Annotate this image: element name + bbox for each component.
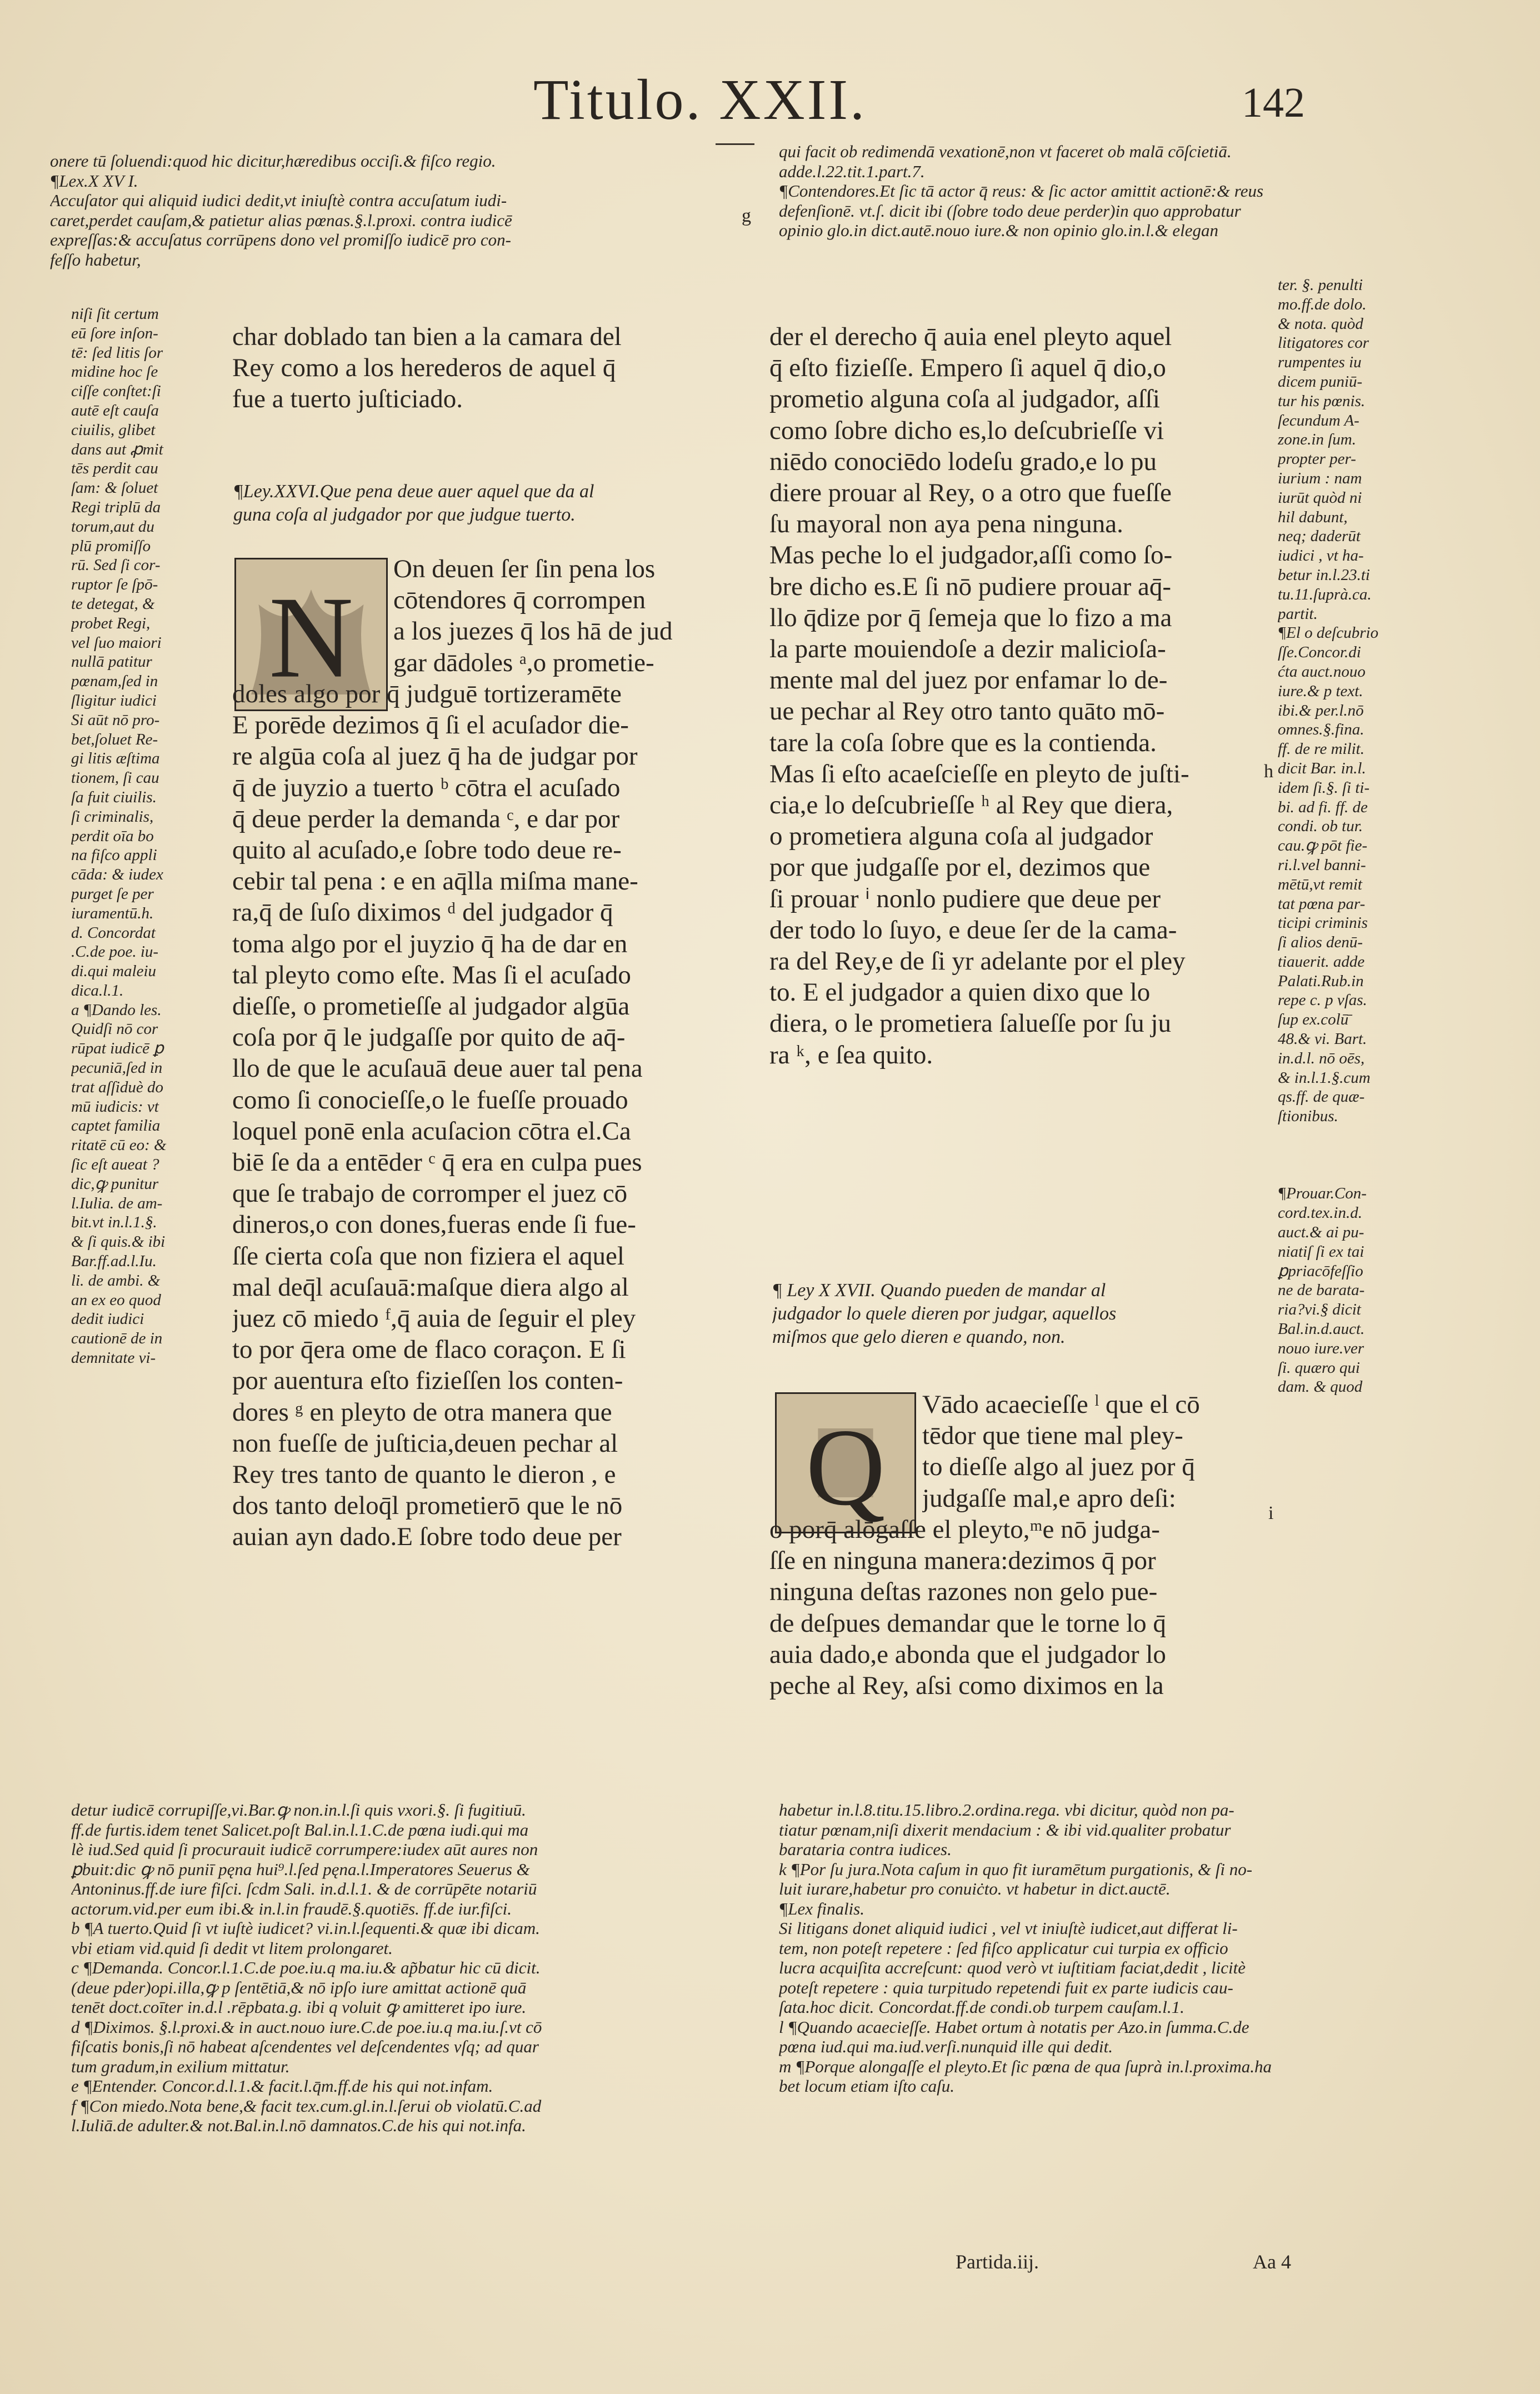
margin-line: & in.l.1.§.cum bbox=[1278, 1068, 1371, 1087]
margin-line: dam. & quod bbox=[1278, 1378, 1363, 1396]
margin-line bbox=[1278, 1165, 1439, 1184]
margin-line: autē eſt cauſa bbox=[71, 401, 159, 419]
text-line: tal pleyto como eſte. Mas ſi el acuſado bbox=[232, 960, 631, 989]
running-title: Titulo. XXII. bbox=[533, 68, 867, 132]
margin-line: dic,ꝙ punitur bbox=[71, 1174, 159, 1193]
heading-line: ¶ Ley X XVII. Quando pueden de mandar al bbox=[772, 1280, 1106, 1301]
right-margin-gloss bbox=[1278, 276, 1439, 1397]
gloss-line: ¶Lex finalis. bbox=[779, 1898, 864, 1918]
column-1-body bbox=[232, 678, 743, 1553]
text-line: ra ᵏ, e ſea quito. bbox=[769, 1040, 933, 1069]
margin-line: Bal.in.d.auct. bbox=[1278, 1320, 1365, 1338]
text-line: Rey como a los herederos de aquel q̄ bbox=[232, 353, 616, 383]
margin-line: di.qui maleiu bbox=[71, 962, 157, 981]
margin-line: condi. ob tur. bbox=[1278, 817, 1363, 836]
margin-line: niſi ſit certum bbox=[71, 305, 159, 323]
margin-line: cord.tex.in.d. bbox=[1278, 1204, 1362, 1222]
margin-line: ſup ex.colū̄ bbox=[1278, 1011, 1349, 1029]
gloss-line: detur iudicē corrupiſſe,vi.Bar.ꝙ non.in.l.ſi quis vxori.§. ſi fugitiuū. bbox=[71, 1800, 526, 1820]
text-line: tēdor que tiene mal pley- bbox=[922, 1421, 1183, 1451]
drop-cap-q bbox=[775, 1392, 916, 1533]
text-line: ra del Rey,e de ſi yr adelante por el pley bbox=[769, 947, 1186, 976]
text-line: prometio alguna coſa al judgador, aſſi bbox=[769, 384, 1160, 414]
text-line: niēdo conociēdo lodeſu grado,e lo pu bbox=[769, 447, 1157, 476]
margin-line: Quidſi nō cor bbox=[71, 1020, 158, 1038]
margin-line: tur his pœnis. bbox=[1278, 392, 1366, 410]
margin-line: litigatores cor bbox=[1278, 334, 1369, 352]
margin-line: ter. §. penulti bbox=[1278, 276, 1363, 294]
margin-line: probet Regi, bbox=[71, 614, 151, 632]
text-line: tare la coſa ſobre que es la contienda. bbox=[769, 728, 1157, 757]
text-line: o porq̄ alōgaſſe el pleyto,ᵐe nō judga- bbox=[769, 1515, 1160, 1544]
gloss-line: lè iud.Sed quid ſi procurauit iudicē corrumpere:iudex aūt aures non bbox=[71, 1840, 538, 1859]
margin-line: omnes.§.fina. bbox=[1278, 721, 1364, 739]
gloss-line: e ¶Entender. Concor.d.l.1.& facit.l.q̄m.ff.de his qui not.infam. bbox=[71, 2076, 493, 2096]
margin-line: ſecundum A- bbox=[1278, 411, 1359, 429]
text-line: dos tanto deloq̄l prometierō que le nō bbox=[232, 1491, 623, 1521]
gloss-line: onere tū ſoluendi:quod hic dicitur,hæredibus occiſi.& fiſco regio. bbox=[50, 151, 496, 171]
text-line: ninguna deſtas razones non gelo pue- bbox=[769, 1577, 1158, 1607]
text-line: diere prouar al Rey, o a otro que fueſſe bbox=[769, 478, 1172, 508]
margin-line: .C.de poe. iu- bbox=[71, 943, 159, 961]
margin-line: dicem puniū- bbox=[1278, 372, 1363, 391]
text-line: Vādo acaecieſſe ˡ que el cō bbox=[922, 1390, 1200, 1419]
text-line: dores ᵍ en pleyto de otra manera que bbox=[232, 1397, 612, 1427]
margin-line: midine hoc ſe bbox=[71, 363, 158, 381]
gloss-line: ſata.hoc dicit. Concordat.ff.de condi.ob turpem cauſam.l.1. bbox=[779, 1997, 1184, 2017]
bottom-left-gloss bbox=[71, 1800, 766, 2136]
margin-line: niatiſ ſi ex tai bbox=[1278, 1242, 1364, 1261]
text-line: to por q̄era ome de flaco coraçon. E ſi bbox=[232, 1335, 626, 1365]
margin-line: ritatē cū eo: & bbox=[71, 1136, 167, 1154]
margin-line: trat aſſiduè do bbox=[71, 1078, 163, 1096]
text-line: ſi prouar ⁱ nonlo pudiere que deue per bbox=[769, 884, 1161, 913]
margin-line: torum,aut du bbox=[71, 517, 154, 536]
margin-line: ticipi criminis bbox=[1278, 914, 1368, 932]
gloss-line: tenēt doct.coīter in.d.l .rēpbata.g. ibi q voluit ꝙ amitteret ipo iure. bbox=[71, 1997, 527, 2017]
text-line: mal deq̄l acuſauā:maſque diera algo al bbox=[232, 1272, 629, 1302]
text-line: auian ayn dado.E ſobre todo deue per bbox=[232, 1522, 622, 1552]
text-line: quito al acuſado,e ſobre todo deue re- bbox=[232, 836, 622, 865]
text-line: Mas peche lo el judgador,aſſi como ſo- bbox=[769, 541, 1173, 570]
margin-line: neq; daderūt bbox=[1278, 527, 1361, 546]
margin-line: partit. bbox=[1278, 604, 1318, 623]
text-line: cia,e lo deſcubrieſſe ʰ al Rey que diera, bbox=[769, 791, 1173, 820]
text-line: re algūa coſa al juez q̄ ha de judgar por bbox=[232, 742, 638, 771]
margin-line: dica.l.1. bbox=[71, 981, 124, 999]
margin-line: na fiſco appli bbox=[71, 846, 157, 864]
margin-line: ciſſe conſtet:ſi bbox=[71, 382, 161, 401]
text-line: a los juezes q̄ los hā de jud bbox=[393, 617, 673, 646]
margin-line: iurūt quòd ni bbox=[1278, 488, 1362, 507]
text-line: loquel ponē enla acuſacion cōtra el.Ca bbox=[232, 1116, 631, 1146]
gloss-line: Accuſator qui aliquid iudici dedit,vt iniuſtè contra accuſatum iudi- bbox=[50, 191, 507, 210]
margin-line: purget ſe per bbox=[71, 884, 154, 903]
margin-line: li. de ambi. & bbox=[71, 1271, 161, 1290]
gloss-line: adde.l.22.tit.1.part.7. bbox=[779, 161, 925, 181]
margin-line: in.d.l. nō oēs, bbox=[1278, 1049, 1365, 1067]
text-line: E porēde dezimos q̄ ſi el acuſador die- bbox=[232, 711, 629, 740]
margin-line: iurium : nam bbox=[1278, 469, 1362, 487]
gloss-letter-h: h bbox=[1264, 761, 1273, 782]
top-left-gloss bbox=[50, 151, 744, 269]
margin-line: tu.11.ſuprà.ca. bbox=[1278, 585, 1372, 603]
gloss-line: opinio glo.in dict.autē.nouo iure.& non opinio glo.in.l.& elegan bbox=[779, 221, 1219, 240]
margin-line: zone.in ſum. bbox=[1278, 431, 1356, 449]
margin-line: tionem, ſi cau bbox=[71, 769, 159, 787]
margin-line: bet,ſoluet Re- bbox=[71, 730, 158, 748]
gloss-line: vbi etiam vid.quid ſi dedit vt litem prolongaret. bbox=[71, 1938, 393, 1958]
gloss-line: tiatur pœnam,niſi dixerit mendacium : & ibi vid.qualiter probatur bbox=[779, 1820, 1231, 1840]
column-2-body bbox=[769, 321, 1269, 1071]
margin-line: idem ſi.§. ſi ti- bbox=[1278, 778, 1370, 797]
column-2-dropcap-lines bbox=[922, 1389, 1278, 1514]
margin-line: ſic eſt aueat ? bbox=[71, 1156, 159, 1174]
margin-line: & ſi quis.& ibi bbox=[71, 1233, 166, 1251]
margin-line: Regi triplū da bbox=[71, 498, 161, 516]
gloss-line: pœna iud.qui ma.iud.verſi.nunquid ille qui dedit. bbox=[779, 2037, 1113, 2056]
text-line: coſa por q̄ le judgaſſe por quito de aq̄- bbox=[232, 1023, 626, 1052]
margin-line: an ex eo quod bbox=[71, 1291, 161, 1309]
margin-line: ciuilis, glibet bbox=[71, 421, 156, 439]
text-line: cebir tal pena : e en aq̄lla miſma mane- bbox=[232, 867, 638, 896]
margin-line: hil dabunt, bbox=[1278, 508, 1348, 526]
margin-line: ria?vi.§ dicit bbox=[1278, 1301, 1361, 1319]
gloss-line: poteſt repetere : quia turpitudo repetendi fuit ex parte iudicis cau- bbox=[779, 1977, 1233, 1997]
margin-line: Bar.ff.ad.l.Iu. bbox=[71, 1252, 157, 1271]
text-line: como ſi conocieſſe,o le fueſſe prouado bbox=[232, 1085, 628, 1114]
header-rule bbox=[716, 143, 754, 145]
margin-line: rumpentes iu bbox=[1278, 353, 1362, 372]
text-line: ra,q̄ de ſuſo diximos ᵈ del judgador q̄ bbox=[232, 898, 613, 927]
margin-line: 48.& vi. Bart. bbox=[1278, 1030, 1367, 1048]
margin-line: ꝑpriacōfeſſio bbox=[1278, 1262, 1363, 1280]
gloss-line: caret,perdet cauſam,& patietur alias pœnas.§.l.proxi. contra iudicē bbox=[50, 210, 512, 230]
margin-line: a ¶Dando les. bbox=[71, 1001, 162, 1019]
gloss-line: Antoninus.ff.de iure fiſci. ſcdm Sali. in.d.l.1. & de corrūpēte notariū bbox=[71, 1879, 537, 1898]
left-margin-gloss bbox=[71, 304, 224, 1368]
gloss-line: defenſionē. vt.ſ. dicit ibi (ſobre todo deue perder)in quo approbatur bbox=[779, 201, 1241, 221]
text-line: On deuen ſer ſin pena los bbox=[393, 554, 656, 583]
heading-line: guna coſa al judgador por que judgue tuerto. bbox=[233, 504, 576, 525]
bottom-right-gloss bbox=[779, 1800, 1496, 2096]
text-line: char doblado tan bien a la camara del bbox=[232, 322, 622, 351]
margin-line: tē: ſed litis ſor bbox=[71, 343, 163, 362]
margin-line: eū ſore inſon- bbox=[71, 324, 158, 342]
text-line: doles algo por q̄ judguē tortizeramēte bbox=[232, 679, 622, 708]
margin-line: nouo iure.ver bbox=[1278, 1339, 1364, 1357]
margin-line: demnitate vi- bbox=[71, 1349, 156, 1367]
svg-text:N: N bbox=[268, 572, 354, 702]
text-line: der el derecho q̄ auia enel pleyto aquel bbox=[769, 322, 1172, 351]
law-27-heading bbox=[772, 1279, 1272, 1349]
margin-line: ſa fuit ciuilis. bbox=[71, 788, 157, 806]
margin-line: perdit oīa bo bbox=[71, 827, 154, 845]
top-right-gloss bbox=[779, 142, 1484, 241]
margin-line: ſtionibus. bbox=[1278, 1107, 1338, 1126]
text-line: dieſſe, o prometieſſe al judgador algūa bbox=[232, 992, 630, 1021]
margin-line: ſi. quæro qui bbox=[1278, 1358, 1360, 1377]
gloss-line: expreſſas:& accuſatus corrūpens dono vel promiſſo iudicē pro con- bbox=[50, 230, 511, 249]
gloss-line: barataria contra iudices. bbox=[779, 1840, 952, 1859]
column-1-opening bbox=[232, 321, 732, 415]
margin-line: ſi criminalis, bbox=[71, 807, 154, 826]
ornamental-initial-icon bbox=[777, 1394, 914, 1532]
text-line: toma algo por el juyzio q̄ ha de dar en bbox=[232, 929, 628, 958]
heading-line: miſmos que gelo dieren e quando, non. bbox=[772, 1327, 1066, 1347]
gloss-line: qui facit ob redimendā vexationē,non vt faceret ob malā cōſcietiā. bbox=[779, 142, 1232, 161]
gloss-line: f ¶Con miedo.Nota bene,& facit tex.cum.gl.in.l.ſerui ob violatū.C.ad bbox=[71, 2096, 542, 2116]
text-line: judgaſſe mal,e apro deſi: bbox=[922, 1483, 1176, 1513]
text-line: q̄ deue perder la demanda ᶜ, e dar por bbox=[232, 804, 620, 833]
margin-line: ſi alios denū- bbox=[1278, 933, 1363, 952]
margin-line: rūpat iudicē ꝑ bbox=[71, 1039, 164, 1058]
text-line: q̄ eſto fizieſſe. Empero ſi aquel q̄ dio,o bbox=[769, 353, 1166, 383]
text-line: auia dado,e abonda que el judgador lo bbox=[769, 1640, 1166, 1669]
gloss-line: ¶Contendores.Et ſic tā actor q̄ reus: & ſic actor amittit actionē:& reus bbox=[779, 181, 1264, 201]
margin-line: pecuniā,ſed in bbox=[71, 1059, 163, 1077]
text-line: cōtendores q̄ corrompen bbox=[393, 586, 646, 615]
margin-line: ¶El o deſcubrio bbox=[1278, 624, 1379, 642]
gloss-line: tem, non poteſt repetere : ſed fiſco applicatur cui turpia ex officio bbox=[779, 1938, 1228, 1958]
text-line: ſſe cierta coſa que non fiziera el aquel bbox=[232, 1241, 624, 1271]
margin-line: ſam: & ſoluet bbox=[71, 479, 158, 497]
margin-line: captet familia bbox=[71, 1117, 161, 1135]
text-line: to. E el judgador a quien dixo que lo bbox=[769, 978, 1151, 1007]
text-line: to dieſſe algo al juez por q̄ bbox=[922, 1452, 1195, 1482]
margin-line: tiauerit. adde bbox=[1278, 952, 1365, 971]
text-line: Mas ſi eſto acaeſcieſſe en pleyto de juſti- bbox=[769, 759, 1189, 788]
margin-line: ne de barata- bbox=[1278, 1281, 1365, 1300]
margin-line: plū promiſſo bbox=[71, 537, 151, 555]
text-line: o prometiera alguna coſa al judgador bbox=[769, 822, 1153, 851]
margin-line: l.Iulia. de am- bbox=[71, 1194, 163, 1212]
margin-line: Si aūt nō pro- bbox=[71, 711, 160, 729]
text-line: der todo lo ſuyo, e deue ſer de la cama- bbox=[769, 915, 1177, 944]
text-line: Rey tres tanto de quanto le dieron , e bbox=[232, 1460, 616, 1490]
margin-line: ¶Prouar.Con- bbox=[1278, 1184, 1367, 1203]
margin-line: mū iudicis: vt bbox=[71, 1097, 159, 1116]
gloss-letter-i: i bbox=[1268, 1503, 1274, 1523]
gloss-line: ¶Lex.X XV I. bbox=[50, 171, 138, 191]
margin-line: dedit iudici bbox=[71, 1310, 144, 1328]
gloss-line: bet locum etiam iſto caſu. bbox=[779, 2076, 954, 2096]
margin-line: dans aut ꝓmit bbox=[71, 440, 163, 458]
margin-line: ſligitur iudici bbox=[71, 691, 157, 709]
margin-line bbox=[1278, 1146, 1439, 1165]
margin-line: propter per- bbox=[1278, 450, 1356, 468]
margin-line: cau.ꝙ pōt fie- bbox=[1278, 837, 1368, 855]
margin-line: iure.& p text. bbox=[1278, 682, 1363, 700]
column-2-body-end bbox=[769, 1514, 1281, 1701]
margin-line: gi litis æſtima bbox=[71, 749, 160, 768]
text-line: biē ſe da a entēder ᶜ q̄ era en culpa pues bbox=[232, 1148, 642, 1177]
margin-line: auct.& ai pu- bbox=[1278, 1223, 1364, 1242]
margin-line: tat pœna par- bbox=[1278, 894, 1366, 913]
gloss-line: l.Iuliā.de adulter.& not.Bal.in.l.nō damnatos.C.de his qui not.infa. bbox=[71, 2116, 526, 2135]
gloss-line: habetur in.l.8.titu.15.libro.2.ordina.rega. vbi dicitur, quòd non pa- bbox=[779, 1800, 1234, 1820]
gloss-line: d ¶Diximos. §.l.proxi.& in auct.nouo iure.C.de poe.iu.q ma.iu.ſ.vt cō bbox=[71, 2017, 542, 2037]
margin-line: cautionē de in bbox=[71, 1330, 163, 1348]
margin-line: ri.l.vel banni- bbox=[1278, 856, 1366, 874]
margin-line: dicit Bar. in.l. bbox=[1278, 759, 1366, 777]
text-line: de deſpues demandar que le torne lo q̄ bbox=[769, 1608, 1166, 1638]
margin-line: repe c. p vſas. bbox=[1278, 991, 1367, 1009]
text-line: por auentura eſto fizieſſen los conten- bbox=[232, 1366, 623, 1396]
text-line: dineros,o con dones,fueras ende ſi fue- bbox=[232, 1210, 636, 1240]
gloss-line: ff.de furtis.idem tenet Salicet.poſt Bal.in.l.1.C.de pœna iudi.qui ma bbox=[71, 1820, 529, 1840]
margin-line: bit.vt in.l.1.§. bbox=[71, 1213, 157, 1232]
margin-line: betur in.l.23.ti bbox=[1278, 566, 1370, 584]
margin-line bbox=[1278, 1126, 1439, 1146]
margin-line: & nota. quòd bbox=[1278, 314, 1363, 333]
text-line: q̄ de juyzio a tuerto ᵇ cōtra el acuſado bbox=[232, 773, 621, 802]
text-line: ſſe en ninguna manera:dezimos q̄ por bbox=[769, 1546, 1156, 1576]
heading-line: judgador lo quele dieren por judgar, aquellos bbox=[772, 1303, 1117, 1324]
text-line: peche al Rey, aſsi como diximos en la bbox=[769, 1671, 1164, 1701]
text-line: como ſobre dicho es,lo deſcubrieſſe vi bbox=[769, 416, 1164, 445]
text-line: la parte mouiendoſe a dezir malicioſa- bbox=[769, 634, 1166, 664]
margin-line: mētū,vt remit bbox=[1278, 875, 1362, 893]
gloss-line: actorum.vid.per eum ibi.& in.l.in fraudē.§.quotiēs. ff.de iur.fiſci. bbox=[71, 1898, 512, 1918]
margin-line: iudici , vt ha- bbox=[1278, 547, 1364, 565]
margin-line: rū. Sed ſi cor- bbox=[71, 556, 161, 574]
gloss-line: m ¶Porque alongaſſe el pleyto.Et ſic pœna de qua ſuprà in.l.proxima.ha bbox=[779, 2056, 1272, 2076]
margin-line: nullā patitur bbox=[71, 653, 152, 671]
margin-line: qs.ff. de quæ- bbox=[1278, 1088, 1365, 1106]
margin-line: te detegat, & bbox=[71, 594, 155, 613]
gloss-line: luit iurare,habetur pro conuiċto. vt habetur in dict.auctē. bbox=[779, 1879, 1171, 1898]
column-1-dropcap-lines bbox=[393, 553, 738, 678]
margin-line: cāda: & iudex bbox=[71, 866, 163, 884]
margin-line: mo.ff.de dolo. bbox=[1278, 295, 1367, 313]
heading-line: ¶Ley.XXVI.Que pena deue auer aquel que da al bbox=[233, 481, 594, 502]
text-line: bre dicho es.E ſi nō pudiere prouar aq̄- bbox=[769, 572, 1172, 601]
page-number: 142 bbox=[1242, 79, 1305, 126]
text-line: non fueſſe de juſticia,deuen pechar al bbox=[232, 1428, 618, 1458]
margin-line: bi. ad fi. ff. de bbox=[1278, 798, 1368, 816]
gloss-letter-g: g bbox=[742, 206, 751, 226]
gloss-line: Si litigans donet aliquid iudici , vel vt iniuſtè iudicet,aut differat li- bbox=[779, 1918, 1238, 1938]
gloss-line: k ¶Por ſu jura.Nota caſum in quo fit iuramētum purgationis, & ſi no- bbox=[779, 1859, 1253, 1879]
leaf-number: Aa 4 bbox=[1253, 2251, 1291, 2273]
svg-text:Q: Q bbox=[806, 1406, 886, 1528]
text-line: por que judgaſſe por el, dezimos que bbox=[769, 853, 1151, 882]
margin-line: ff. de re milit. bbox=[1278, 740, 1364, 758]
gloss-line: ꝑbuit:dic ꝙ nō puniī pęna hui⁹.l.ſed pęna.l.Imperatores Seuerus & bbox=[71, 1859, 530, 1879]
gloss-line: tum gradum,in exilium mittatur. bbox=[71, 2056, 290, 2076]
text-line: fue a tuerto juſticiado. bbox=[232, 384, 463, 414]
margin-line: Palati.Rub.in bbox=[1278, 972, 1364, 990]
margin-line: d. Concordat bbox=[71, 923, 156, 942]
text-line: mente mal del juez por enfamar lo de- bbox=[769, 666, 1168, 695]
gloss-line: b ¶A tuerto.Quid ſi vt iuſtè iudicet? vi.in.l.ſequenti.& quæ ibi dicam. bbox=[71, 1918, 540, 1938]
gloss-line: c ¶Demanda. Concor.l.1.C.de poe.iu.q ma.iu.& ap̃batur hic cū dicit. bbox=[71, 1958, 541, 1977]
margin-line: pœnam,ſed in bbox=[71, 672, 158, 691]
margin-line: iuramentū.h. bbox=[71, 904, 154, 922]
text-line: que ſe trabajo de corromper el juez cō bbox=[232, 1179, 628, 1208]
gloss-line: feſſo habetur, bbox=[50, 249, 141, 269]
text-line: gar dādoles ᵃ,o prometie- bbox=[393, 648, 654, 677]
text-line: ue pechar al Rey otro tanto quāto mō- bbox=[769, 697, 1165, 726]
text-line: llo q̄dize por q̄ ſemeja que lo fizo a ma bbox=[769, 603, 1172, 632]
text-line: juez cō miedo ᶠ,q̄ auia de ſeguir el pley bbox=[232, 1304, 636, 1333]
margin-line: ćta auct.nouo bbox=[1278, 662, 1366, 681]
law-26-heading bbox=[233, 480, 733, 527]
gloss-line: l ¶Quando acaecieſſe. Habet ortum à notatis per Azo.in ſumma.C.de bbox=[779, 2017, 1249, 2037]
margin-line: vel ſuo maiori bbox=[71, 633, 162, 652]
margin-line: tēs perdit cau bbox=[71, 459, 158, 478]
text-line: ſu mayoral non aya pena ninguna. bbox=[769, 509, 1123, 539]
gloss-line: fiſcatis bonis,ſi nō habeat aſcendentes vel deſcendentes vſq; ad quar bbox=[71, 2037, 539, 2056]
margin-line: ruptor ſe ſpō- bbox=[71, 576, 158, 594]
text-line: llo de que le acuſauā deue auer tal pena bbox=[232, 1054, 643, 1083]
margin-line: ſſe.Concor.di bbox=[1278, 643, 1361, 662]
text-line: diera, o le prometiera ſalueſſe por ſu ju bbox=[769, 1009, 1171, 1038]
margin-line: ibi.& per.l.nō bbox=[1278, 701, 1364, 719]
gloss-line: (deue pder)opi.illa,ꝙ p ſentētiā,& nō ipſo iure amittat actionē quā bbox=[71, 1977, 527, 1997]
gloss-line: lucra acquiſita accreſcunt: quod verò vt iuſtitiam faciat,dedit , licitè bbox=[779, 1958, 1246, 1977]
signature-mark: Partida.iij. bbox=[956, 2251, 1039, 2273]
